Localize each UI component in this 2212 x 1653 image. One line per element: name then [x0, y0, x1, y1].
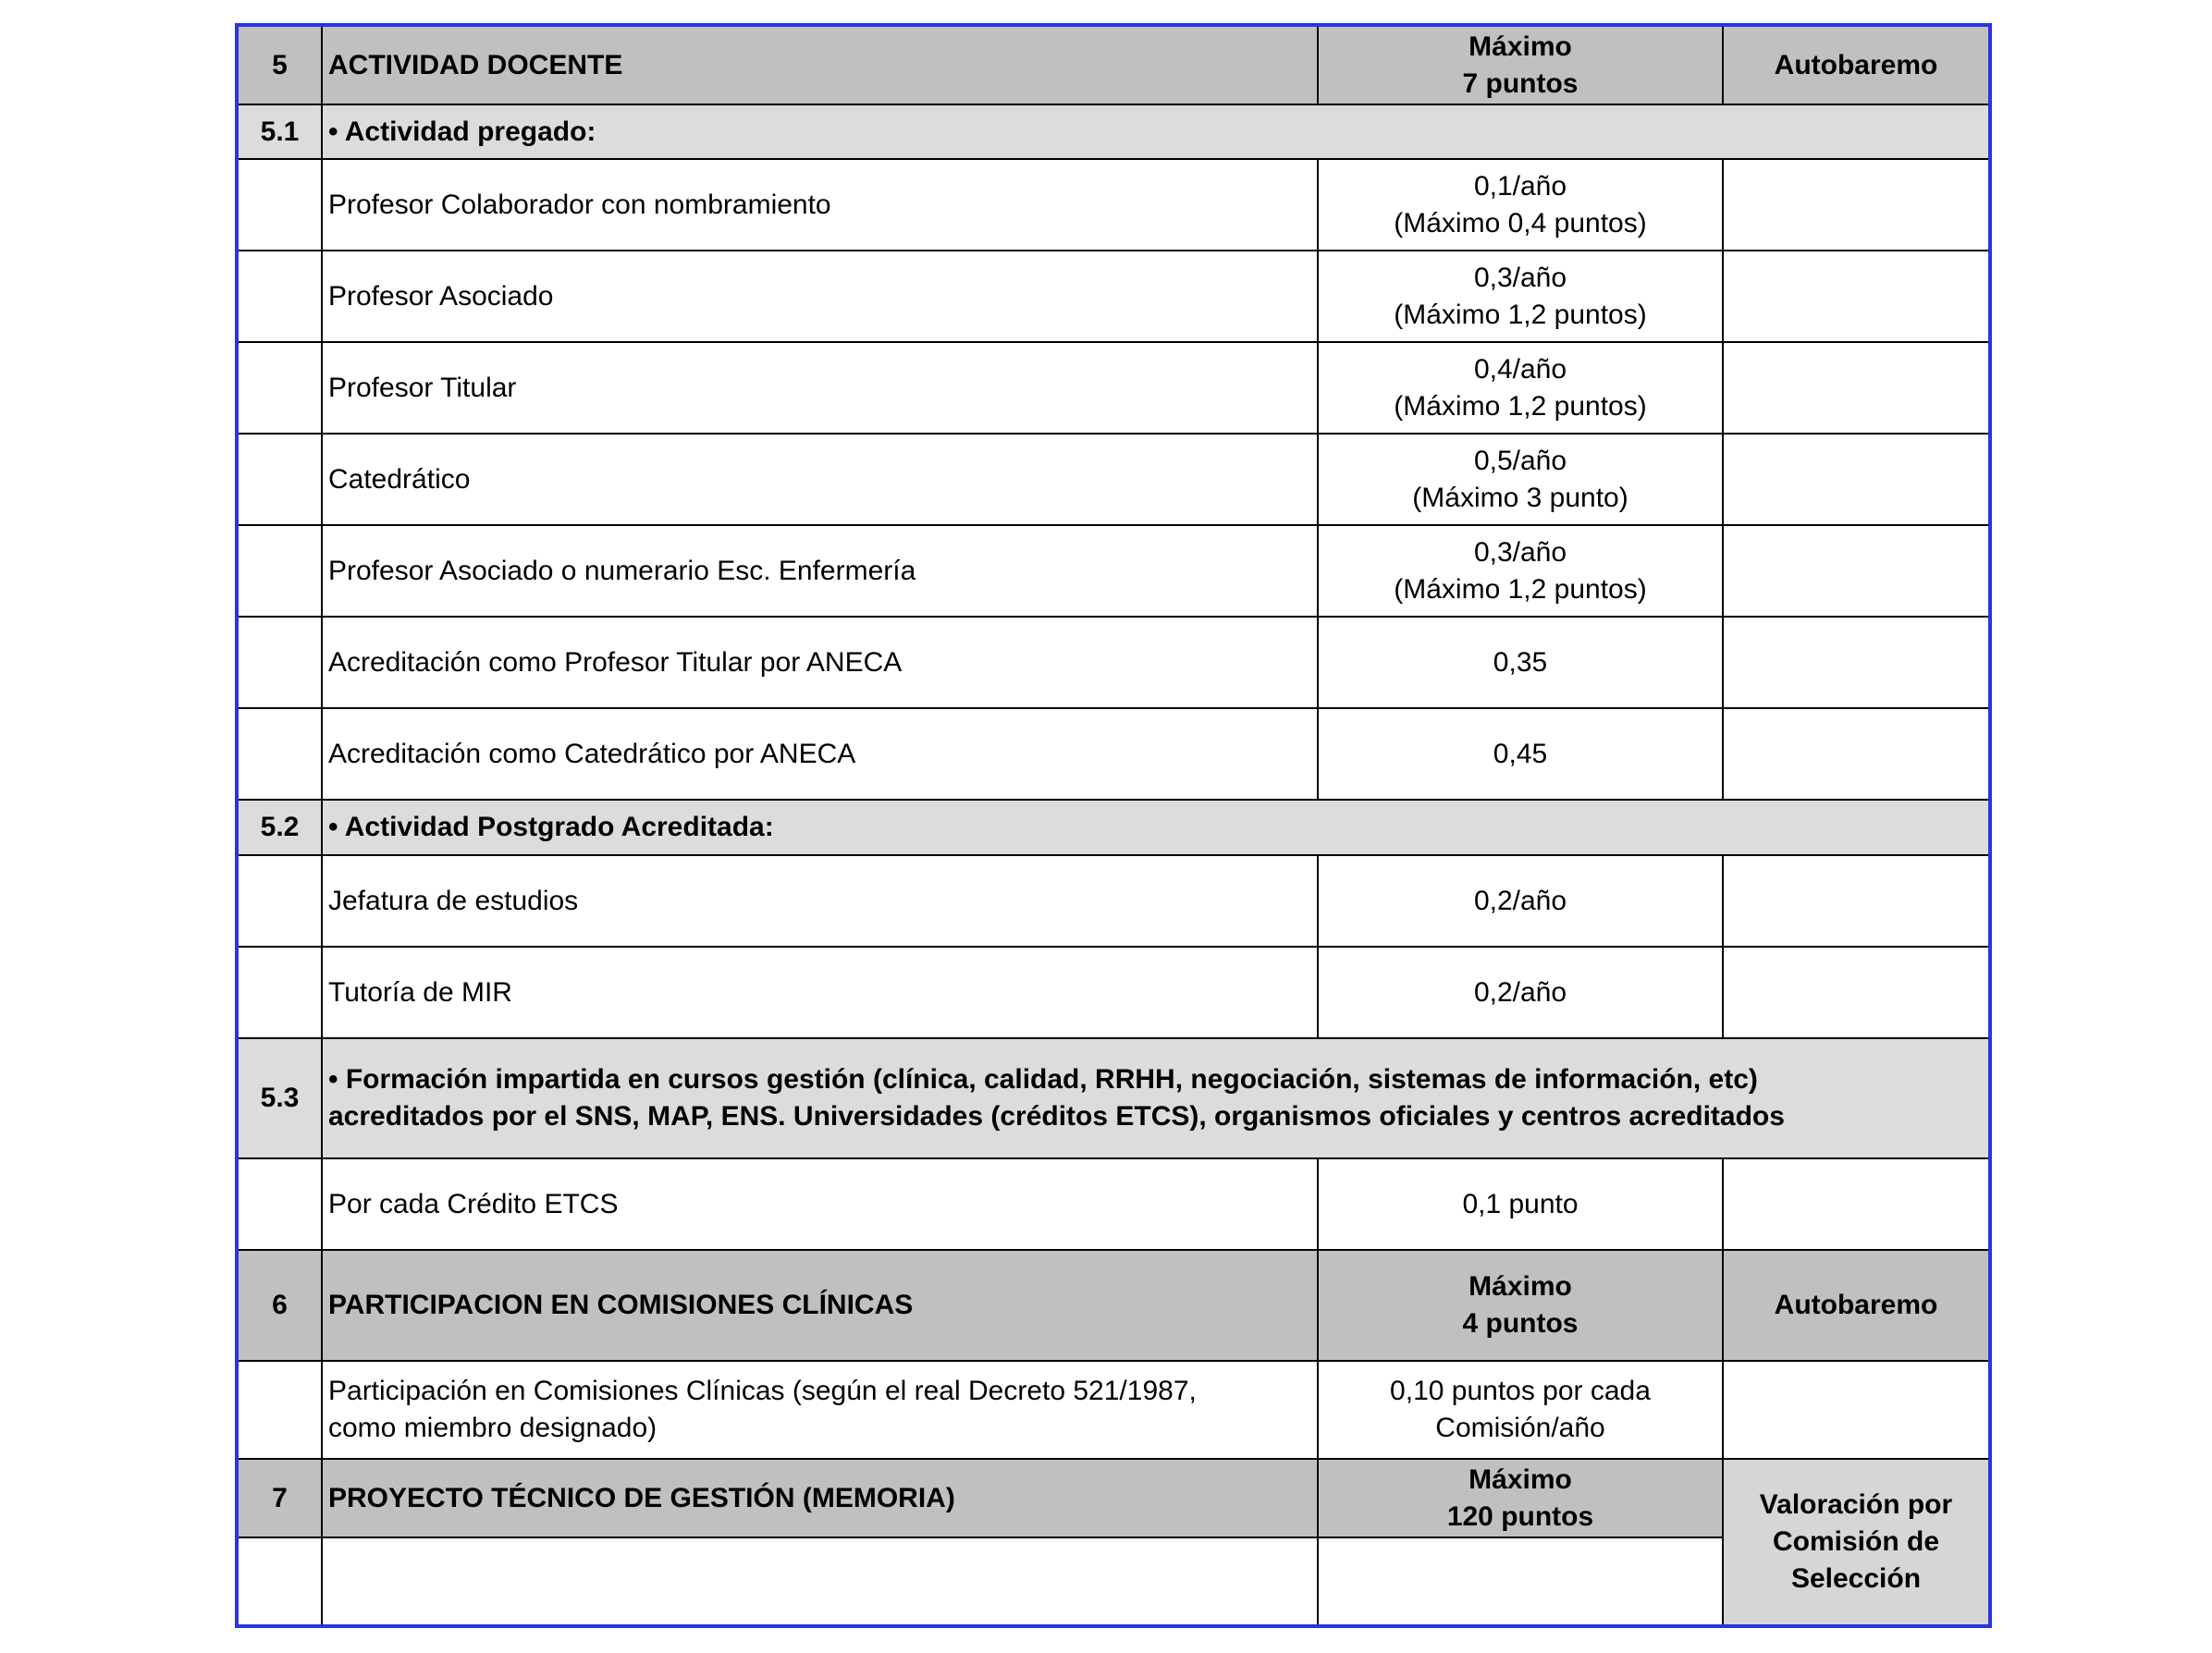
- row-label: Profesor Titular: [322, 342, 1318, 434]
- max-points-value: 120 puntos: [1446, 1500, 1594, 1532]
- score-max: (Máximo 1,2 puntos): [1394, 573, 1647, 605]
- subsection-5-2-header: [238, 800, 1989, 855]
- score-rate: 0,4/año: [1473, 353, 1567, 385]
- empty-cell: [238, 708, 322, 800]
- scoring-table: [237, 25, 1990, 1626]
- row-label: Por cada Crédito ETCS: [322, 1158, 1318, 1250]
- empty-cell: [238, 855, 322, 947]
- empty-cell: [238, 342, 322, 434]
- row-label: Jefatura de estudios: [322, 855, 1318, 947]
- row-label: Tutoría de MIR: [322, 947, 1318, 1038]
- score-rate: 0,3/año: [1473, 262, 1567, 293]
- score-max: (Máximo 3 punto): [1412, 482, 1628, 513]
- row-label: Acreditación como Catedrático por ANECA: [322, 708, 1318, 800]
- max-points-value: 7 puntos: [1462, 67, 1579, 99]
- row-label: [322, 1361, 1318, 1459]
- table-row: [238, 434, 1989, 525]
- autobaremo-cell[interactable]: [1723, 342, 1989, 434]
- subsection-number: 5.3: [238, 1038, 322, 1158]
- row-label: Profesor Colaborador con nombramiento: [322, 159, 1318, 251]
- section-title: PARTICIPACION EN COMISIONES CLÍNICAS: [322, 1250, 1318, 1361]
- score-rate: 0,3/año: [1473, 536, 1567, 568]
- row-score: 0,2/año: [1318, 947, 1723, 1038]
- autobaremo-cell[interactable]: [1723, 855, 1989, 947]
- section-5-header: [238, 26, 1989, 104]
- section-number: 7: [238, 1459, 322, 1537]
- empty-cell: [238, 525, 322, 617]
- table-row: [238, 1158, 1989, 1250]
- empty-cell[interactable]: [322, 1537, 1318, 1625]
- row-score: 0,1 punto: [1318, 1158, 1723, 1250]
- empty-cell: [238, 434, 322, 525]
- score-max: (Máximo 1,2 puntos): [1394, 299, 1647, 330]
- table-row: [238, 617, 1989, 708]
- subsection-number: 5.1: [238, 104, 322, 159]
- table-row: [238, 525, 1989, 617]
- autobaremo-cell[interactable]: [1723, 159, 1989, 251]
- row-score: 0,45: [1318, 708, 1723, 800]
- valoracion-line: Comisión de: [1772, 1526, 1939, 1557]
- autobaremo-cell[interactable]: [1723, 617, 1989, 708]
- empty-cell: [238, 1537, 322, 1625]
- row-label: Catedrático: [322, 434, 1318, 525]
- row-score: 0,2/año: [1318, 855, 1723, 947]
- score-unit: Comisión/año: [1435, 1413, 1605, 1443]
- max-points: [1318, 1250, 1723, 1361]
- score-rate: 0,10 puntos por cada: [1390, 1376, 1651, 1406]
- empty-cell[interactable]: [1318, 1537, 1723, 1625]
- score-rate: 0,1/año: [1473, 170, 1567, 202]
- section-number: 5: [238, 26, 322, 104]
- score-rate: 0,5/año: [1473, 445, 1567, 476]
- autobaremo-cell[interactable]: [1723, 434, 1989, 525]
- row-score: [1318, 159, 1723, 251]
- autobaremo-header: Autobaremo: [1723, 1250, 1989, 1361]
- table-row: [238, 159, 1989, 251]
- autobaremo-cell[interactable]: [1723, 708, 1989, 800]
- section-title: PROYECTO TÉCNICO DE GESTIÓN (MEMORIA): [322, 1459, 1318, 1537]
- table-row: [238, 251, 1989, 342]
- score-max: (Máximo 0,4 puntos): [1394, 207, 1647, 239]
- table-row: [238, 1361, 1989, 1459]
- valoracion-line: Valoración por: [1759, 1489, 1953, 1520]
- max-points-label: Máximo: [1469, 1271, 1572, 1302]
- valoracion-line: Selección: [1790, 1563, 1922, 1594]
- row-label-line: como miembro designado): [328, 1413, 657, 1443]
- row-score: [1318, 251, 1723, 342]
- max-points: [1318, 26, 1723, 104]
- row-score: [1318, 434, 1723, 525]
- subsection-title: [322, 1038, 1989, 1158]
- section-title: ACTIVIDAD DOCENTE: [322, 26, 1318, 104]
- section-number: 6: [238, 1250, 322, 1361]
- score-max: (Máximo 1,2 puntos): [1394, 390, 1647, 422]
- row-label-line: Participación en Comisiones Clínicas (según el real Decreto 521/1987,: [328, 1376, 1197, 1406]
- subsection-title-line: acreditados por el SNS, MAP, ENS. Universidades (créditos ETCS), organismos oficiales y centros acreditados: [328, 1101, 1785, 1132]
- row-label: Profesor Asociado: [322, 251, 1318, 342]
- row-label: Profesor Asociado o numerario Esc. Enfermería: [322, 525, 1318, 617]
- valoracion-cell: [1723, 1459, 1989, 1625]
- section-6-header: [238, 1250, 1989, 1361]
- row-score: [1318, 1361, 1723, 1459]
- autobaremo-cell[interactable]: [1723, 525, 1989, 617]
- subsection-title: • Actividad pregado:: [322, 104, 1989, 159]
- empty-cell: [238, 617, 322, 708]
- section-7-header: [238, 1459, 1989, 1537]
- row-score: 0,35: [1318, 617, 1723, 708]
- row-label: Acreditación como Profesor Titular por ANECA: [322, 617, 1318, 708]
- max-points: [1318, 1459, 1723, 1537]
- empty-cell: [238, 947, 322, 1038]
- table-row: [238, 342, 1989, 434]
- empty-cell: [238, 251, 322, 342]
- max-points-label: Máximo: [1469, 31, 1572, 62]
- subsection-title: • Actividad Postgrado Acreditada:: [322, 800, 1989, 855]
- max-points-label: Máximo: [1469, 1463, 1572, 1495]
- subsection-title-line: • Formación impartida en cursos gestión (clínica, calidad, RRHH, negociación, sistemas de información, etc): [328, 1064, 1758, 1095]
- subsection-5-3-header: [238, 1038, 1989, 1158]
- table-row: [238, 708, 1989, 800]
- empty-cell: [238, 1361, 322, 1459]
- autobaremo-cell[interactable]: [1723, 251, 1989, 342]
- subsection-5-1-header: [238, 104, 1989, 159]
- empty-cell: [238, 159, 322, 251]
- autobaremo-cell[interactable]: [1723, 947, 1989, 1038]
- row-score: [1318, 342, 1723, 434]
- autobaremo-cell[interactable]: [1723, 1158, 1989, 1250]
- row-score: [1318, 525, 1723, 617]
- subsection-number: 5.2: [238, 800, 322, 855]
- table-row: [238, 855, 1989, 947]
- max-points-value: 4 puntos: [1462, 1308, 1579, 1339]
- autobaremo-header: Autobaremo: [1723, 26, 1989, 104]
- table-row: [238, 947, 1989, 1038]
- autobaremo-cell[interactable]: [1723, 1361, 1989, 1459]
- empty-cell: [238, 1158, 322, 1250]
